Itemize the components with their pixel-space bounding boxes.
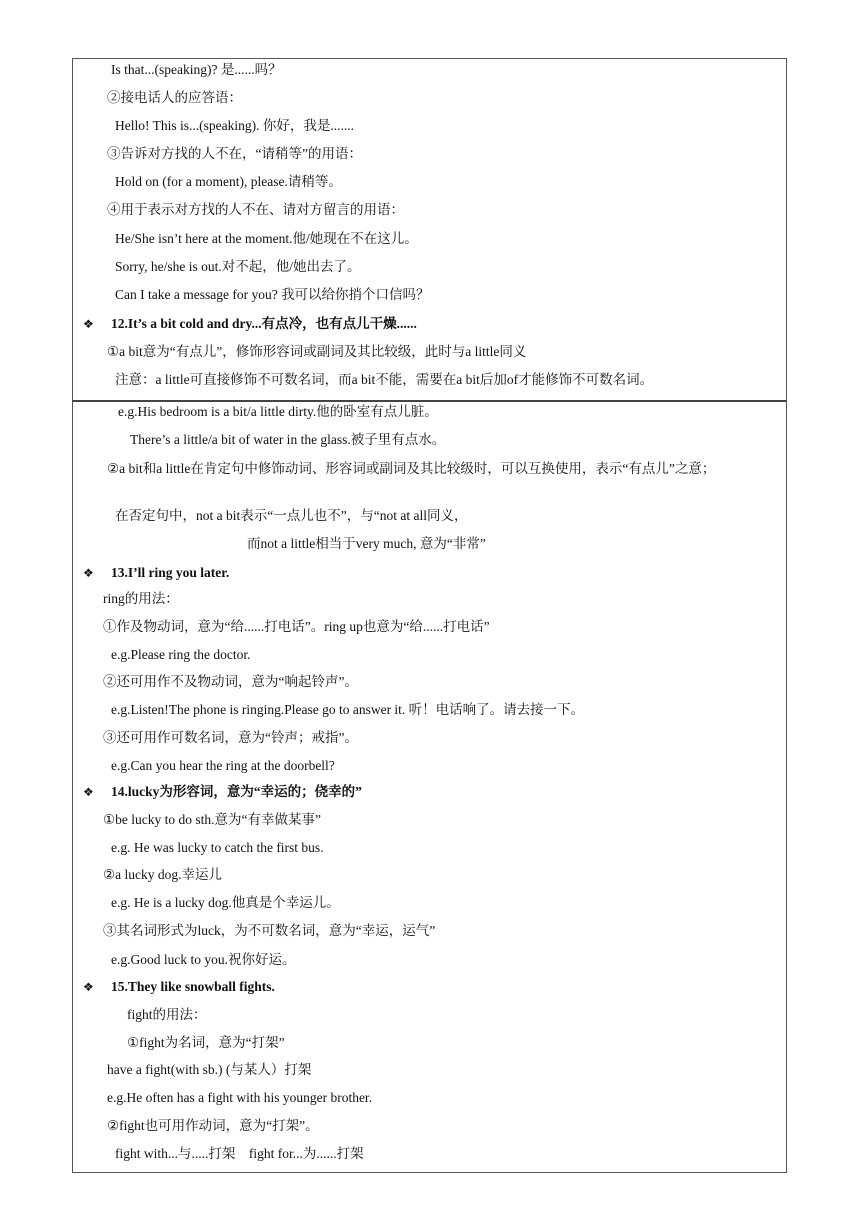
text-line: Hello! This is...(speaking). 你好，我是....... [115, 118, 354, 133]
text-line: ①be lucky to do sth.意为“有幸做某事” [103, 812, 321, 827]
text-line: e.g.Please ring the doctor. [111, 647, 251, 662]
diamond-bullet-icon: ❖ [83, 566, 94, 580]
text-line: ③其名词形式为luck，为不可数名词，意为“幸运，运气” [103, 923, 436, 938]
diamond-bullet-icon: ❖ [83, 980, 94, 994]
text-line: ③还可用作可数名词，意为“铃声；戒指”。 [103, 730, 358, 745]
section-heading-14: 14.lucky为形容词，意为“幸运的；侥幸的” [111, 784, 362, 799]
text-line: e.g. He is a lucky dog.他真是个幸运儿。 [111, 895, 340, 910]
text-line: Sorry, he/she is out.对不起，他/她出去了。 [115, 259, 361, 274]
text-line: He/She isn’t here at the moment.他/她现在不在这儿。 [115, 231, 418, 246]
diamond-bullet-icon: ❖ [83, 317, 94, 331]
text-line: ring的用法： [103, 591, 179, 606]
text-line: There’s a little/a bit of water in the glass.被子里有点水。 [130, 432, 446, 447]
text-line: e.g.He often has a fight with his younger brother. [107, 1090, 373, 1105]
text-line: ①a bit意为“有点儿”，修饰形容词或副词及其比较级，此时与a little同义 [107, 344, 527, 359]
section-heading-15: 15.They like snowball fights. [111, 979, 275, 994]
text-line: e.g.Good luck to you.祝你好运。 [111, 952, 296, 967]
text-line: e.g.Listen!The phone is ringing.Please go to answer it. 听！电话响了。请去接一下。 [111, 702, 585, 717]
text-line: ②接电话人的应答语： [107, 90, 242, 105]
section-heading-13: 13.I’ll ring you later. [111, 565, 230, 580]
text-paragraph: ②a bit和a little在肯定句中修饰动词、形容词或副词及其比较级时，可以互换使用，表示“有点儿”之意； [107, 461, 716, 476]
text-line: Can I take a message for you? 我可以给你捎个口信吗？ [115, 287, 430, 302]
section-heading-12: 12.It’s a bit cold and dry...有点冷，也有点儿干燥...... [111, 316, 417, 331]
text-line: Hold on (for a moment), please.请稍等。 [115, 174, 342, 189]
text-line: Is that...(speaking)? 是......吗？ [111, 62, 282, 77]
text-line: fight的用法： [127, 1007, 207, 1022]
text-line: ②fight也可用作动词，意为“打架”。 [107, 1118, 319, 1133]
text-line: ②a lucky dog.幸运儿 [103, 867, 222, 882]
text-line: ④用于表示对方找的人不在、请对方留言的用语： [107, 202, 404, 217]
text-line: e.g. He was lucky to catch the first bus. [111, 840, 324, 855]
text-line: ①作及物动词，意为“给......打电话”。ring up也意为“给......打电话” [103, 619, 490, 634]
text-line: 而not a little相当于very much, 意为“非常” [247, 536, 486, 551]
text-line: 注意：a little可直接修饰不可数名词，而a bit不能，需要在a bit后加of才能修饰不可数名词。 [115, 372, 654, 387]
text-line: 在否定句中，not a bit表示“一点儿也不”，与“not at all同义， [115, 508, 468, 523]
text-line: ①fight为名词，意为“打架” [127, 1035, 285, 1050]
diamond-bullet-icon: ❖ [83, 785, 94, 799]
text-line: e.g.His bedroom is a bit/a little dirty.他的卧室有点儿脏。 [118, 404, 438, 419]
text-line: fight with...与.....打架 fight for...为......打架 [115, 1146, 364, 1161]
text-line: ③告诉对方找的人不在，“请稍等”的用语： [107, 146, 362, 161]
text-line: have a fight(with sb.) (与某人）打架 [107, 1062, 312, 1077]
text-line: ②还可用作不及物动词，意为“响起铃声”。 [103, 674, 358, 689]
text-line: e.g.Can you hear the ring at the doorbell? [111, 758, 335, 773]
